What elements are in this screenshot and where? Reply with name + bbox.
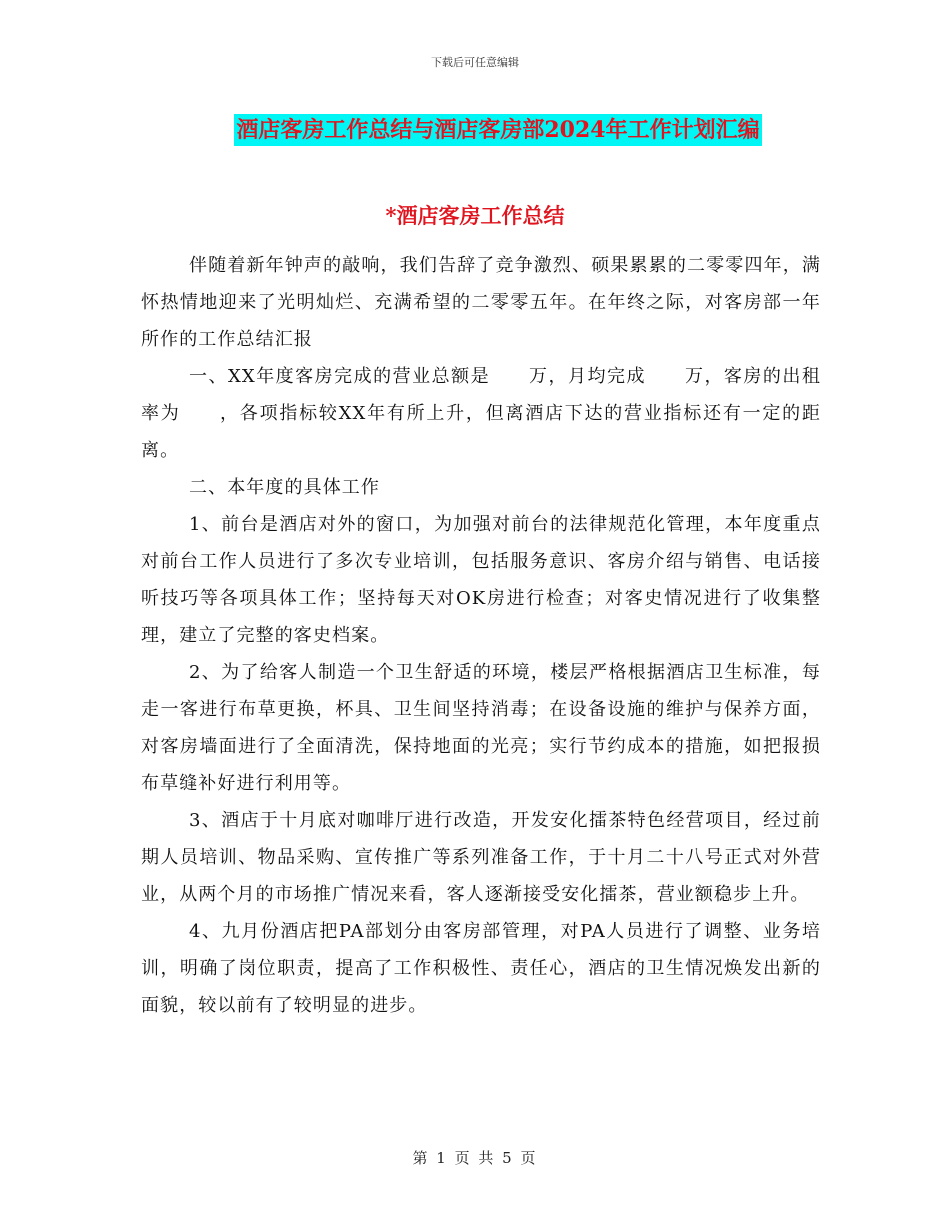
document-title: 酒店客房工作总结与酒店客房部2024年工作计划汇编 [234,114,761,146]
page-number: 第 1 页 共 5 页 [412,1149,538,1167]
paragraph-heading-work: 二、本年度的具体工作 [189,477,380,498]
paragraph-revenue: 一、XX年度客房完成的营业总额是 万，月均完成 万，客房的出租率为 ，各项指标较XX年有所上升，但离酒店下达的营业指标还有一定的距离。 [141,366,821,461]
page-header-note: 下载后可任意编辑 [431,56,519,69]
paragraph-item-2: 2、为了给客人制造一个卫生舒适的环境，楼层严格根据酒店卫生标准，每走一客进行布草更换，杯具、卫生间坚持消毒；在设备设施的维护与保养方面，对客房墙面进行了全面清洗，保持地面的光亮；实行节约成本的措施，如把报损布草缝补好进行利用等。 [141,662,821,794]
document-body [141,247,821,1024]
section-title: *酒店客房工作总结 [385,203,565,228]
document-title-container [0,114,950,146]
paragraph-item-3: 3、酒店于十月底对咖啡厅进行改造，开发安化擂茶特色经营项目，经过前期人员培训、物品采购、宣传推广等系列准备工作，于十月二十八号正式对外营业，从两个月的市场推广情况来看，客人逐渐接受安化擂茶，营业额稳步上升。 [141,810,821,905]
paragraph-item-1: 1、前台是酒店对外的窗口，为加强对前台的法律规范化管理，本年度重点对前台工作人员进行了多次专业培训，包括服务意识、客房介绍与销售、电话接听技巧等各项具体工作；坚持每天对OK房进行检查；对客史情况进行了收集整理，建立了完整的客史档案。 [141,514,821,646]
paragraph-item-4: 4、九月份酒店把PA部划分由客房部管理，对PA人员进行了调整、业务培训，明确了岗位职责，提高了工作积极性、责任心，酒店的卫生情况焕发出新的面貌，较以前有了较明显的进步。 [141,921,821,1016]
paragraph-intro: 伴随着新年钟声的敲响，我们告辞了竞争激烈、硕果累累的二零零四年，满怀热情地迎来了光明灿烂、充满希望的二零零五年。在年终之际，对客房部一年所作的工作总结汇报 [141,255,821,350]
